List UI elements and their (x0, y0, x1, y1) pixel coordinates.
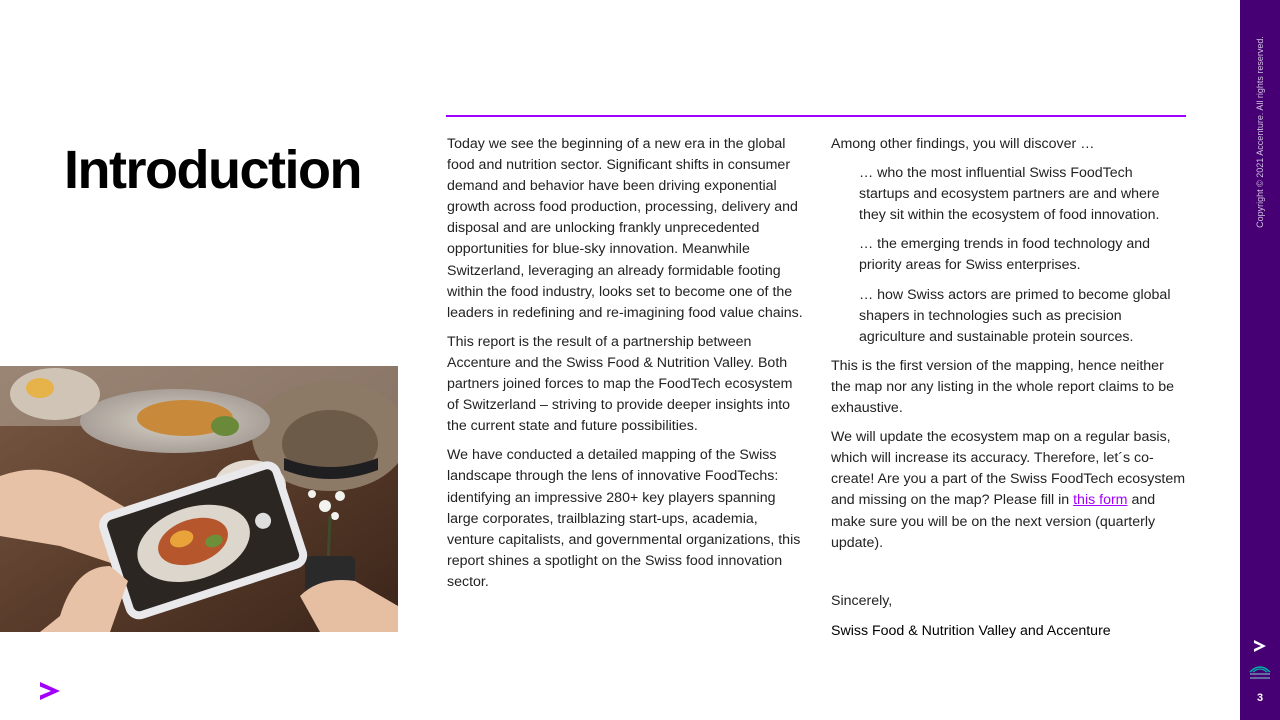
right-text-column (831, 134, 1187, 650)
wave-icon (1248, 660, 1272, 682)
update-paragraph (831, 427, 1187, 554)
page-number: 3 (1256, 692, 1264, 704)
paragraph-partnership: This report is the result of a partnership between Accenture and the Swiss Food & Nutrition Valley. Both partners joined forces to map the FoodTech ecosystem of Switzerland – striving to provide deeper insights into the current state and future possibilities. (447, 333, 793, 435)
accenture-sidebar-logo-icon (1252, 638, 1268, 654)
findings-intro: Among other findings, you will discover … (831, 136, 1095, 152)
accenture-logo-icon (38, 680, 62, 702)
finding-item: … who the most influential Swiss FoodTech startups and ecosystem partners are and where they sit within the ecosystem of food innovation. (859, 165, 1160, 224)
finding-item: … how Swiss actors are primed to become global shapers in technologies such as precision agriculture and sustainable protein sources. (859, 286, 1171, 345)
signature-text: Swiss Food & Nutrition Valley and Accenture (831, 622, 1111, 639)
food-photo (0, 366, 398, 632)
closing-text: Sincerely, (831, 592, 893, 609)
left-text-column (447, 134, 803, 601)
accent-divider (446, 115, 1186, 117)
page-title: Introduction (64, 140, 361, 200)
update-text-before: We will update the ecosystem map on a regular basis, which will increase its accuracy. Therefore, let´s co-create! Are you a part of the Swiss FoodTech ecosystem and missing on the map? Please fill in (831, 429, 1186, 509)
paragraph-intro: Today we see the beginning of a new era in the global food and nutrition sector. Significant shifts in consumer demand and behavior have been driving exponential growth across food production, processing, delivery and disposal and are unlocking frankly unprecedented opportunities for blue-sky innovation. Meanwhile Switzerland, leveraging an already formidable footing within the food industry, looks set to become one of the leaders in redefining and re-imagining food value chains. (447, 136, 803, 321)
form-link[interactable]: this form (1073, 492, 1128, 509)
update-text-after: and make sure you will be on the next version (quarterly update). (831, 492, 1156, 551)
paragraph-mapping: We have conducted a detailed mapping of the Swiss landscape through the lens of innovative FoodTechs: identifying an impressive 280+ key players spanning large corporates, trailblazing start-ups, academia, venture capitalists, and governmental organizations, this report shines a spotlight on the Swiss food innovation sector. (447, 447, 801, 590)
copyright-text: Copyright © 2021 Accenture. All rights reserved. (1255, 36, 1265, 228)
disclaimer-paragraph: This is the first version of the mapping, hence neither the map nor any listing in the whole report claims to be exhaustive. (831, 357, 1175, 417)
finding-item: … the emerging trends in food technology and priority areas for Swiss enterprises. (859, 236, 1151, 274)
